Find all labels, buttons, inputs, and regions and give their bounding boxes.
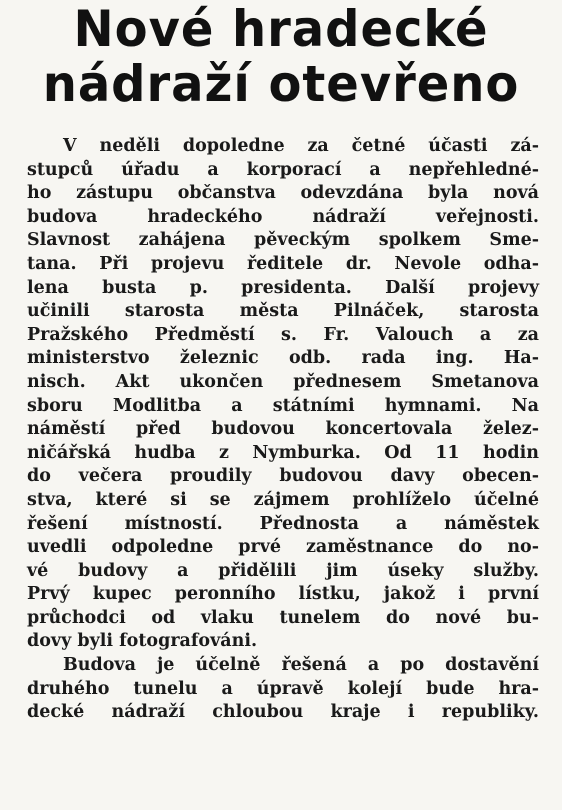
headline-line-1: Nové hradecké (73, 0, 489, 58)
text-line: Budova je účelně řešená a po dostavění (63, 655, 539, 676)
text-line: ministerstvo železnic odb. rada ing. Ha- (27, 348, 539, 369)
text-line: dovy byli fotografováni. (27, 631, 258, 652)
text-line: průchodci od vlaku tunelem do nové bu- (27, 607, 539, 628)
text-line: do večera proudily budovou davy obecen- (27, 466, 539, 487)
text-line: nisch. Akt ukončen přednesem Smetanova (27, 371, 539, 392)
text-line: decké nádraží chloubou kraje i republiky. (27, 702, 539, 723)
article-body (27, 135, 539, 725)
paragraph-1 (27, 135, 539, 654)
headline-line-2: nádraží otevřeno (42, 55, 520, 113)
text-line: ničářská hudba z Nymburka. Od 11 hodin (27, 442, 539, 463)
text-line: Prvý kupec peronního lístku, jakož i první (27, 584, 539, 605)
text-line: budova hradeckého nádraží veřejnosti. (27, 206, 539, 227)
text-line: vé budovy a přidělili jim úseky služby. (27, 560, 539, 581)
text-line: V neděli dopoledne za četné účasti zá- (63, 136, 539, 156)
text-line: druhého tunelu a úpravě kolejí bude hra- (27, 678, 539, 699)
text-line: uvedli odpoledne prvé zaměstnance do no- (27, 537, 539, 558)
text-line: stva, které si se zájmem prohlíželo účelné (27, 489, 539, 510)
text-line: sboru Modlitba a státními hymnami. Na (27, 395, 539, 416)
text-line: lena busta p. presidenta. Další projevy (27, 277, 539, 298)
paragraph-2 (27, 654, 539, 725)
text-line: náměstí před budovou koncertovala želez- (27, 419, 539, 440)
headline (11, 2, 551, 112)
text-line: Pražského Předměstí s. Fr. Valouch a za (27, 324, 539, 345)
text-line: učinili starosta města Pilnáček, starosta (27, 301, 539, 322)
text-line: ho zástupu občanstva odevzdána byla nová (27, 183, 539, 204)
text-line: řešení místností. Přednosta a náměstek (27, 513, 539, 534)
text-line: stupců úřadu a korporací a nepřehledné- (27, 159, 539, 180)
text-line: tana. Při projevu ředitele dr. Nevole odha- (27, 253, 539, 274)
text-line: Slavnost zahájena pěveckým spolkem Sme- (27, 230, 539, 251)
